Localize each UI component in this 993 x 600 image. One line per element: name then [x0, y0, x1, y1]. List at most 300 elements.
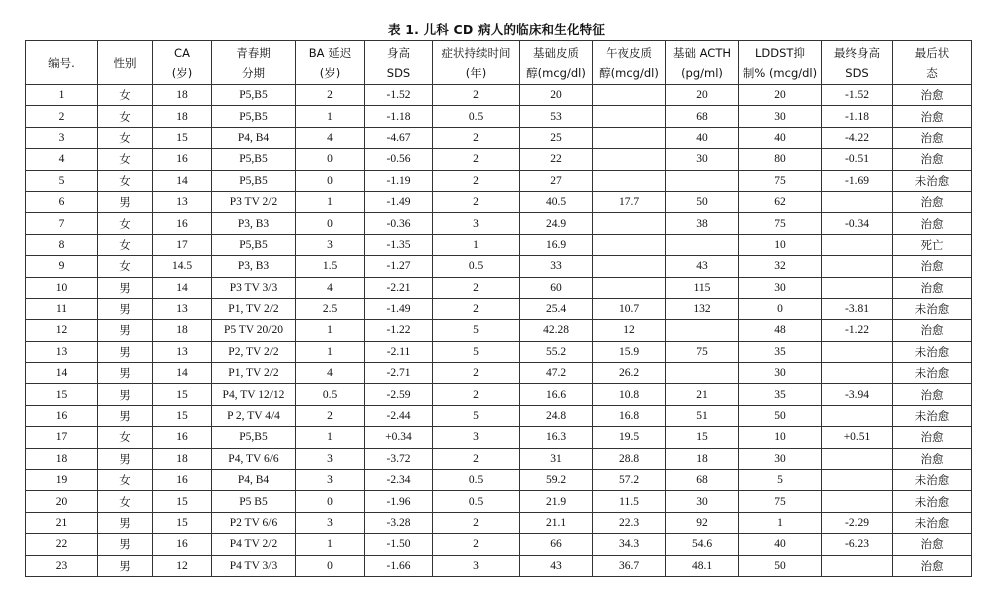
cell-midnight-cortisol [593, 85, 666, 106]
table-row [26, 277, 972, 298]
table-row [26, 534, 972, 555]
table-row [26, 384, 972, 405]
cell-ba-delay: 0 [296, 491, 365, 512]
cell-puberty: P2, TV 2/2 [212, 341, 296, 362]
cell-ba-delay: 1.5 [296, 256, 365, 277]
cell-puberty: P2 TV 6/6 [212, 512, 296, 533]
cell-midnight-cortisol: 10.7 [593, 298, 666, 319]
cell-puberty: P3 TV 3/3 [212, 277, 296, 298]
cell-lddst: 48 [739, 320, 822, 341]
cell-symptom-duration: 2 [433, 298, 520, 319]
cell-id: 17 [26, 427, 98, 448]
cell-ca: 18 [153, 106, 212, 127]
cell-id: 20 [26, 491, 98, 512]
cell-puberty: P3, B3 [212, 256, 296, 277]
table-row [26, 555, 972, 576]
cell-sex: 女 [98, 213, 153, 234]
cell-height-sds: -2.59 [365, 384, 433, 405]
table-row [26, 512, 972, 533]
cell-final-height-sds [822, 405, 893, 426]
cell-puberty: P1, TV 2/2 [212, 298, 296, 319]
cell-basal-acth: 92 [666, 512, 739, 533]
cell-final-height-sds [822, 191, 893, 212]
cell-ba-delay: 3 [296, 234, 365, 255]
cell-symptom-duration: 2 [433, 170, 520, 191]
cell-puberty: P 2, TV 4/4 [212, 405, 296, 426]
cell-ba-delay: 3 [296, 470, 365, 491]
cell-basal-acth: 20 [666, 85, 739, 106]
cell-sex: 男 [98, 191, 153, 212]
cell-midnight-cortisol [593, 149, 666, 170]
cell-basal-acth: 50 [666, 191, 739, 212]
table-row [26, 448, 972, 469]
cell-height-sds: -2.11 [365, 341, 433, 362]
cell-basal-cortisol: 53 [520, 106, 593, 127]
table-row [26, 405, 972, 426]
cell-ca: 16 [153, 213, 212, 234]
cell-sex: 女 [98, 470, 153, 491]
header-height-sds: 身高 SDS [365, 41, 433, 85]
cell-height-sds: -1.66 [365, 555, 433, 576]
cell-symptom-duration: 0.5 [433, 491, 520, 512]
cell-puberty: P4 TV 3/3 [212, 555, 296, 576]
cell-id: 21 [26, 512, 98, 533]
table-row [26, 320, 972, 341]
header-basal-cortisol: 基础皮质 醇(mcg/dl) [520, 41, 593, 85]
cell-symptom-duration: 3 [433, 555, 520, 576]
cell-final-status: 治愈 [893, 448, 972, 469]
cell-ba-delay: 0.5 [296, 384, 365, 405]
cell-height-sds: +0.34 [365, 427, 433, 448]
cell-final-height-sds [822, 491, 893, 512]
cell-basal-acth: 40 [666, 127, 739, 148]
cell-height-sds: -1.49 [365, 298, 433, 319]
cell-lddst: 0 [739, 298, 822, 319]
cell-basal-acth [666, 170, 739, 191]
cell-symptom-duration: 5 [433, 405, 520, 426]
cell-puberty: P5 TV 20/20 [212, 320, 296, 341]
cell-puberty: P4, B4 [212, 127, 296, 148]
cell-lddst: 10 [739, 234, 822, 255]
cell-symptom-duration: 2 [433, 127, 520, 148]
cell-symptom-duration: 2 [433, 512, 520, 533]
cell-final-height-sds: -4.22 [822, 127, 893, 148]
cell-lddst: 75 [739, 491, 822, 512]
cell-sex: 女 [98, 85, 153, 106]
cell-id: 23 [26, 555, 98, 576]
cell-basal-acth [666, 234, 739, 255]
cell-symptom-duration: 3 [433, 427, 520, 448]
cell-height-sds: -1.22 [365, 320, 433, 341]
cell-ba-delay: 0 [296, 555, 365, 576]
cell-final-status: 治愈 [893, 534, 972, 555]
cell-final-status: 治愈 [893, 277, 972, 298]
table-row [26, 106, 972, 127]
cell-final-status: 未治愈 [893, 341, 972, 362]
cell-final-height-sds: -3.94 [822, 384, 893, 405]
cell-ba-delay: 1 [296, 106, 365, 127]
cell-height-sds: -1.52 [365, 85, 433, 106]
cell-midnight-cortisol [593, 256, 666, 277]
cell-midnight-cortisol: 16.8 [593, 405, 666, 426]
cell-basal-cortisol: 40.5 [520, 191, 593, 212]
table-row [26, 234, 972, 255]
cell-lddst: 75 [739, 170, 822, 191]
cell-sex: 女 [98, 491, 153, 512]
cell-basal-cortisol: 60 [520, 277, 593, 298]
cell-ca: 15 [153, 491, 212, 512]
table-row [26, 170, 972, 191]
cell-basal-acth: 30 [666, 491, 739, 512]
cell-lddst: 10 [739, 427, 822, 448]
header-final-height-sds: 最终身高 SDS [822, 41, 893, 85]
header-ca: CA (岁) [153, 41, 212, 85]
cell-midnight-cortisol: 10.8 [593, 384, 666, 405]
cell-basal-cortisol: 43 [520, 555, 593, 576]
cell-puberty: P5,B5 [212, 427, 296, 448]
cell-puberty: P3 TV 2/2 [212, 191, 296, 212]
cell-basal-acth: 38 [666, 213, 739, 234]
cell-symptom-duration: 2 [433, 149, 520, 170]
cell-midnight-cortisol: 34.3 [593, 534, 666, 555]
cell-basal-cortisol: 16.6 [520, 384, 593, 405]
cell-midnight-cortisol: 15.9 [593, 341, 666, 362]
cell-ba-delay: 2 [296, 85, 365, 106]
cell-basal-acth: 15 [666, 427, 739, 448]
cell-basal-acth: 51 [666, 405, 739, 426]
cell-id: 3 [26, 127, 98, 148]
cell-lddst: 50 [739, 555, 822, 576]
cell-ba-delay: 1 [296, 341, 365, 362]
cell-puberty: P3, B3 [212, 213, 296, 234]
cell-midnight-cortisol: 36.7 [593, 555, 666, 576]
header-midnight-cortisol: 午夜皮质 醇(mcg/dl) [593, 41, 666, 85]
cell-sex: 男 [98, 534, 153, 555]
cell-final-height-sds: -2.29 [822, 512, 893, 533]
cell-ca: 16 [153, 534, 212, 555]
cell-lddst: 1 [739, 512, 822, 533]
cell-final-height-sds: -1.22 [822, 320, 893, 341]
cell-final-height-sds: -0.34 [822, 213, 893, 234]
cell-basal-cortisol: 20 [520, 85, 593, 106]
cell-basal-cortisol: 31 [520, 448, 593, 469]
cell-id: 18 [26, 448, 98, 469]
cell-sex: 男 [98, 512, 153, 533]
cell-puberty: P5,B5 [212, 149, 296, 170]
cell-midnight-cortisol [593, 213, 666, 234]
cell-lddst: 35 [739, 384, 822, 405]
cell-midnight-cortisol [593, 127, 666, 148]
cell-symptom-duration: 2 [433, 448, 520, 469]
cell-lddst: 35 [739, 341, 822, 362]
cell-basal-acth: 68 [666, 470, 739, 491]
cell-id: 22 [26, 534, 98, 555]
cell-sex: 女 [98, 256, 153, 277]
cell-puberty: P5,B5 [212, 170, 296, 191]
cell-final-height-sds [822, 234, 893, 255]
cell-final-status: 治愈 [893, 213, 972, 234]
cell-final-height-sds: -1.69 [822, 170, 893, 191]
cell-final-height-sds [822, 448, 893, 469]
cell-sex: 女 [98, 170, 153, 191]
cell-final-status: 治愈 [893, 555, 972, 576]
cell-height-sds: -1.27 [365, 256, 433, 277]
cell-ba-delay: 2.5 [296, 298, 365, 319]
table-row [26, 191, 972, 212]
cell-symptom-duration: 5 [433, 320, 520, 341]
cell-ba-delay: 3 [296, 448, 365, 469]
cell-basal-cortisol: 66 [520, 534, 593, 555]
cell-midnight-cortisol: 17.7 [593, 191, 666, 212]
cell-final-status: 未治愈 [893, 470, 972, 491]
cell-sex: 男 [98, 363, 153, 384]
cell-midnight-cortisol: 11.5 [593, 491, 666, 512]
cell-id: 8 [26, 234, 98, 255]
cell-ca: 14 [153, 170, 212, 191]
table-row [26, 127, 972, 148]
cell-id: 10 [26, 277, 98, 298]
cell-final-status: 治愈 [893, 85, 972, 106]
cell-ca: 15 [153, 405, 212, 426]
cell-height-sds: -0.56 [365, 149, 433, 170]
cell-lddst: 80 [739, 149, 822, 170]
cell-final-status: 未治愈 [893, 512, 972, 533]
cell-id: 1 [26, 85, 98, 106]
cell-lddst: 62 [739, 191, 822, 212]
cell-ca: 14 [153, 277, 212, 298]
cell-ca: 13 [153, 298, 212, 319]
header-sex: 性别 [98, 41, 153, 85]
table-row [26, 491, 972, 512]
cell-lddst: 30 [739, 448, 822, 469]
cell-ba-delay: 1 [296, 534, 365, 555]
cell-midnight-cortisol: 22.3 [593, 512, 666, 533]
cell-ba-delay: 4 [296, 277, 365, 298]
table-caption: 表 1. 儿科 CD 病人的临床和生化特征 [387, 22, 606, 37]
cell-sex: 女 [98, 149, 153, 170]
cell-final-height-sds [822, 277, 893, 298]
cell-symptom-duration: 0.5 [433, 256, 520, 277]
cell-lddst: 20 [739, 85, 822, 106]
cell-lddst: 40 [739, 127, 822, 148]
cell-basal-cortisol: 47.2 [520, 363, 593, 384]
cell-ca: 13 [153, 191, 212, 212]
cell-puberty: P4 TV 2/2 [212, 534, 296, 555]
cell-symptom-duration: 3 [433, 213, 520, 234]
cell-basal-cortisol: 16.9 [520, 234, 593, 255]
cell-final-status: 治愈 [893, 256, 972, 277]
cell-final-height-sds: -1.52 [822, 85, 893, 106]
cell-sex: 男 [98, 555, 153, 576]
cell-ca: 15 [153, 512, 212, 533]
cell-ca: 18 [153, 320, 212, 341]
cell-id: 11 [26, 298, 98, 319]
cell-midnight-cortisol: 57.2 [593, 470, 666, 491]
cell-basal-cortisol: 33 [520, 256, 593, 277]
cell-ca: 15 [153, 384, 212, 405]
cell-puberty: P4, TV 12/12 [212, 384, 296, 405]
cell-lddst: 32 [739, 256, 822, 277]
cell-sex: 男 [98, 341, 153, 362]
cell-midnight-cortisol [593, 234, 666, 255]
header-basal-acth: 基础 ACTH (pg/ml) [666, 41, 739, 85]
cell-basal-acth: 43 [666, 256, 739, 277]
cell-basal-cortisol: 42.28 [520, 320, 593, 341]
header-final-status: 最后状 态 [893, 41, 972, 85]
header-puberty: 青春期 分期 [212, 41, 296, 85]
cell-final-status: 死亡 [893, 234, 972, 255]
cell-basal-acth: 18 [666, 448, 739, 469]
cell-height-sds: -1.19 [365, 170, 433, 191]
cell-final-status: 治愈 [893, 427, 972, 448]
cell-basal-cortisol: 55.2 [520, 341, 593, 362]
cell-puberty: P5,B5 [212, 85, 296, 106]
cell-final-status: 未治愈 [893, 170, 972, 191]
cell-ca: 18 [153, 448, 212, 469]
cell-sex: 男 [98, 320, 153, 341]
cell-symptom-duration: 2 [433, 534, 520, 555]
cell-lddst: 30 [739, 106, 822, 127]
cell-id: 7 [26, 213, 98, 234]
cell-midnight-cortisol: 12 [593, 320, 666, 341]
cell-basal-acth [666, 320, 739, 341]
cell-final-status: 治愈 [893, 149, 972, 170]
header-lddst: LDDST抑 制% (mcg/dl) [739, 41, 822, 85]
cell-id: 19 [26, 470, 98, 491]
table-row [26, 256, 972, 277]
cell-ba-delay: 1 [296, 320, 365, 341]
cell-final-status: 未治愈 [893, 405, 972, 426]
cell-ba-delay: 2 [296, 405, 365, 426]
cell-basal-acth: 54.6 [666, 534, 739, 555]
header-symptom-duration: 症状持续时间 (年) [433, 41, 520, 85]
cell-basal-cortisol: 24.8 [520, 405, 593, 426]
cell-sex: 男 [98, 405, 153, 426]
cell-basal-cortisol: 22 [520, 149, 593, 170]
cell-final-height-sds: -3.81 [822, 298, 893, 319]
cell-basal-cortisol: 21.9 [520, 491, 593, 512]
cell-final-height-sds [822, 363, 893, 384]
cell-lddst: 30 [739, 363, 822, 384]
cell-ba-delay: 1 [296, 427, 365, 448]
cell-ca: 13 [153, 341, 212, 362]
cell-basal-acth [666, 363, 739, 384]
cell-final-status: 治愈 [893, 127, 972, 148]
cell-basal-acth: 30 [666, 149, 739, 170]
cell-ca: 16 [153, 149, 212, 170]
cell-basal-cortisol: 21.1 [520, 512, 593, 533]
cell-ca: 12 [153, 555, 212, 576]
cell-basal-acth: 132 [666, 298, 739, 319]
cell-basal-acth: 68 [666, 106, 739, 127]
cell-final-height-sds [822, 256, 893, 277]
cell-height-sds: -4.67 [365, 127, 433, 148]
cell-height-sds: -1.96 [365, 491, 433, 512]
cell-final-height-sds: +0.51 [822, 427, 893, 448]
cell-height-sds: -2.71 [365, 363, 433, 384]
cell-id: 15 [26, 384, 98, 405]
cell-height-sds: -3.72 [365, 448, 433, 469]
cell-id: 5 [26, 170, 98, 191]
cell-symptom-duration: 2 [433, 363, 520, 384]
cell-basal-cortisol: 25.4 [520, 298, 593, 319]
cell-final-status: 未治愈 [893, 491, 972, 512]
cell-id: 14 [26, 363, 98, 384]
cell-symptom-duration: 0.5 [433, 106, 520, 127]
cell-height-sds: -2.34 [365, 470, 433, 491]
cell-sex: 女 [98, 127, 153, 148]
cell-sex: 男 [98, 448, 153, 469]
cell-id: 9 [26, 256, 98, 277]
cell-ba-delay: 4 [296, 363, 365, 384]
table-body [26, 85, 972, 577]
cell-height-sds: -1.50 [365, 534, 433, 555]
cell-symptom-duration: 5 [433, 341, 520, 362]
cell-final-status: 未治愈 [893, 298, 972, 319]
cell-height-sds: -2.44 [365, 405, 433, 426]
cell-final-height-sds [822, 555, 893, 576]
table-row [26, 363, 972, 384]
cell-basal-cortisol: 25 [520, 127, 593, 148]
cell-final-status: 未治愈 [893, 363, 972, 384]
cell-symptom-duration: 2 [433, 277, 520, 298]
cell-sex: 女 [98, 427, 153, 448]
table-row [26, 427, 972, 448]
cell-puberty: P5,B5 [212, 106, 296, 127]
cell-puberty: P5 B5 [212, 491, 296, 512]
cell-final-status: 治愈 [893, 384, 972, 405]
header-id: 编号. [26, 41, 98, 85]
cell-lddst: 40 [739, 534, 822, 555]
cell-height-sds: -1.18 [365, 106, 433, 127]
cell-sex: 男 [98, 384, 153, 405]
table-row [26, 213, 972, 234]
table-row [26, 298, 972, 319]
cell-final-height-sds: -6.23 [822, 534, 893, 555]
cell-puberty: P5,B5 [212, 234, 296, 255]
cell-sex: 女 [98, 234, 153, 255]
cell-basal-cortisol: 24.9 [520, 213, 593, 234]
cell-height-sds: -1.49 [365, 191, 433, 212]
cell-ba-delay: 0 [296, 149, 365, 170]
cell-midnight-cortisol: 26.2 [593, 363, 666, 384]
cell-basal-cortisol: 27 [520, 170, 593, 191]
table-row [26, 470, 972, 491]
cell-final-height-sds: -1.18 [822, 106, 893, 127]
cell-ba-delay: 0 [296, 213, 365, 234]
cell-ba-delay: 1 [296, 191, 365, 212]
cell-sex: 男 [98, 298, 153, 319]
cell-midnight-cortisol [593, 277, 666, 298]
cell-symptom-duration: 0.5 [433, 470, 520, 491]
cell-midnight-cortisol [593, 106, 666, 127]
cell-ca: 14.5 [153, 256, 212, 277]
cell-midnight-cortisol [593, 170, 666, 191]
cell-height-sds: -3.28 [365, 512, 433, 533]
cell-sex: 女 [98, 106, 153, 127]
cell-midnight-cortisol: 28.8 [593, 448, 666, 469]
cell-final-status: 治愈 [893, 106, 972, 127]
cell-ca: 17 [153, 234, 212, 255]
table-row [26, 341, 972, 362]
cell-id: 16 [26, 405, 98, 426]
cell-basal-acth: 115 [666, 277, 739, 298]
cell-id: 6 [26, 191, 98, 212]
cell-final-status: 治愈 [893, 320, 972, 341]
cell-basal-cortisol: 16.3 [520, 427, 593, 448]
cell-id: 4 [26, 149, 98, 170]
cell-height-sds: -2.21 [365, 277, 433, 298]
